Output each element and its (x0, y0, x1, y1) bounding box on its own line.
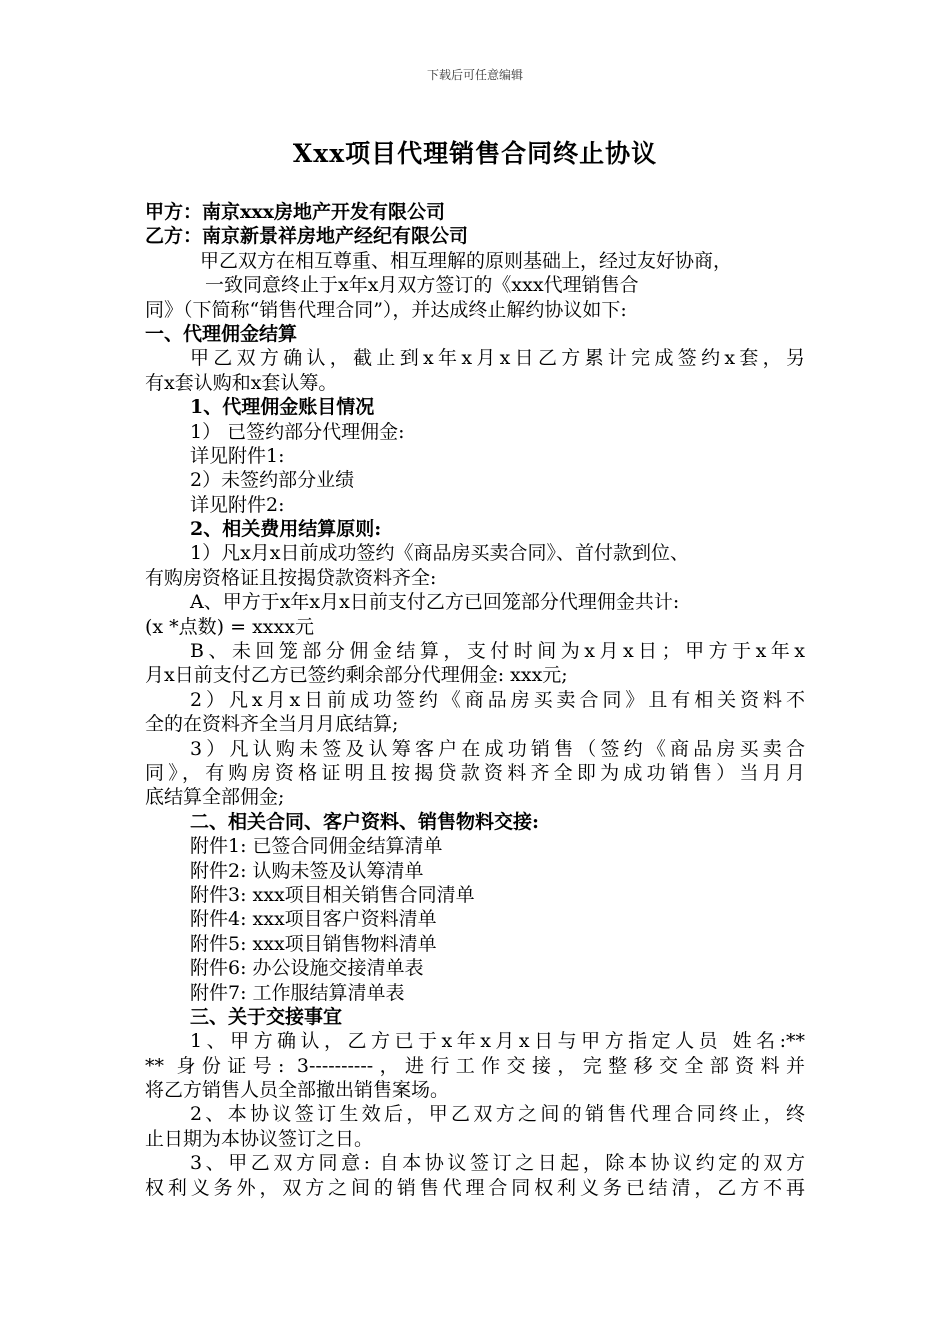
text-line: 止日期为本协议签订之日。 (145, 1127, 374, 1150)
text-line: 权利义务外，双方之间的销售代理合同权利义务已结清，乙方不再 (145, 1176, 805, 1199)
text-line: 附件7: 工作服结算清单表 (190, 981, 405, 1004)
document-title: Xxx项目代理销售合同终止协议 (292, 139, 658, 168)
text-line: 有x套认购和x套认筹。 (145, 371, 338, 394)
text-line: 将乙方销售人员全部撤出销售案场。 (145, 1079, 450, 1102)
text-line: 附件3: xxx项目相关销售合同清单 (190, 883, 475, 906)
text-line: 详见附件1: (190, 444, 285, 467)
text-line: 附件5: xxx项目销售物料清单 (190, 932, 437, 955)
text-line: 全的在资料齐全当月月底结算; (145, 713, 399, 736)
text-line: B、未回笼部分佣金结算，支付时间为x月x日；甲方于x年x (190, 640, 805, 663)
text-line: 3、甲乙双方同意: 自本协议签订之日起，除本协议约定的双方 (190, 1152, 805, 1175)
text-line: 3）凡认购未签及认筹客户在成功销售（签约《商品房买卖合 (190, 737, 805, 760)
text-line: 一、代理佣金结算 (145, 322, 298, 345)
text-line: 附件2: 认购未签及认筹清单 (190, 859, 424, 882)
text-line: (x *点数) = xxxx元 (145, 615, 314, 638)
text-line: 2、相关费用结算原则: (190, 518, 382, 541)
text-line: A、甲方于x年x月x日前支付乙方已回笼部分代理佣金共计: (190, 591, 680, 614)
text-line: 乙方：南京新景祥房地产经纪有限公司 (145, 225, 469, 248)
text-line: 1、代理佣金账目情况 (190, 396, 375, 419)
text-line: 1） 已签约部分代理佣金: (190, 420, 405, 443)
header-note: 下载后可任意编辑 (426, 68, 523, 82)
text-line: 月x日前支付乙方已签约剩余部分代理佣金: xxx元; (145, 664, 568, 687)
text-line: 甲方：南京xxx房地产开发有限公司 (145, 201, 445, 223)
text-line: 一致同意终止于x年x月双方签订的《xxx代理销售合 (205, 274, 639, 297)
text-line: 同》，有购房资格证明且按揭贷款资料齐全即为成功销售）当月月 (145, 761, 805, 784)
text-line: 二、相关合同、客户资料、销售物料交接: (190, 810, 540, 833)
text-line: 2、本协议签订生效后，甲乙双方之间的销售代理合同终止，终 (190, 1103, 805, 1126)
text-line: 2）未签约部分业绩 (190, 469, 355, 492)
text-line: 2）凡x月x日前成功签约《商品房买卖合同》且有相关资料不 (190, 688, 805, 711)
text-line: 附件4: xxx项目客户资料清单 (190, 908, 437, 931)
text-line: 有购房资格证且按揭贷款资料齐全: (145, 566, 437, 589)
document-body (145, 200, 805, 1200)
text-line: 附件1: 已签合同佣金结算清单 (190, 835, 443, 858)
text-line: 附件6: 办公设施交接清单表 (190, 957, 424, 980)
text-line: 详见附件2: (190, 493, 285, 516)
text-line: 甲乙双方确认，截止到x年x月x日乙方累计完成签约x套，另 (190, 347, 805, 370)
text-line: 三、关于交接事宜 (190, 1005, 343, 1028)
text-line: 1、甲方确认，乙方已于x年x月x日与甲方指定人员 姓名:** (190, 1030, 805, 1053)
text-line: 1）凡x月x日前成功签约《商品房买卖合同》、首付款到位、 (190, 542, 690, 565)
text-line: 底结算全部佣金; (145, 786, 285, 809)
text-line: 同》（下简称“销售代理合同”），并达成终止解约协议如下: (145, 298, 627, 321)
text-line: ** 身份证号: 3----------，进行工作交接，完整移交全部资料并 (145, 1054, 805, 1077)
text-line: 甲乙双方在相互尊重、相互理解的原则基础上，经过友好协商， (200, 249, 733, 272)
